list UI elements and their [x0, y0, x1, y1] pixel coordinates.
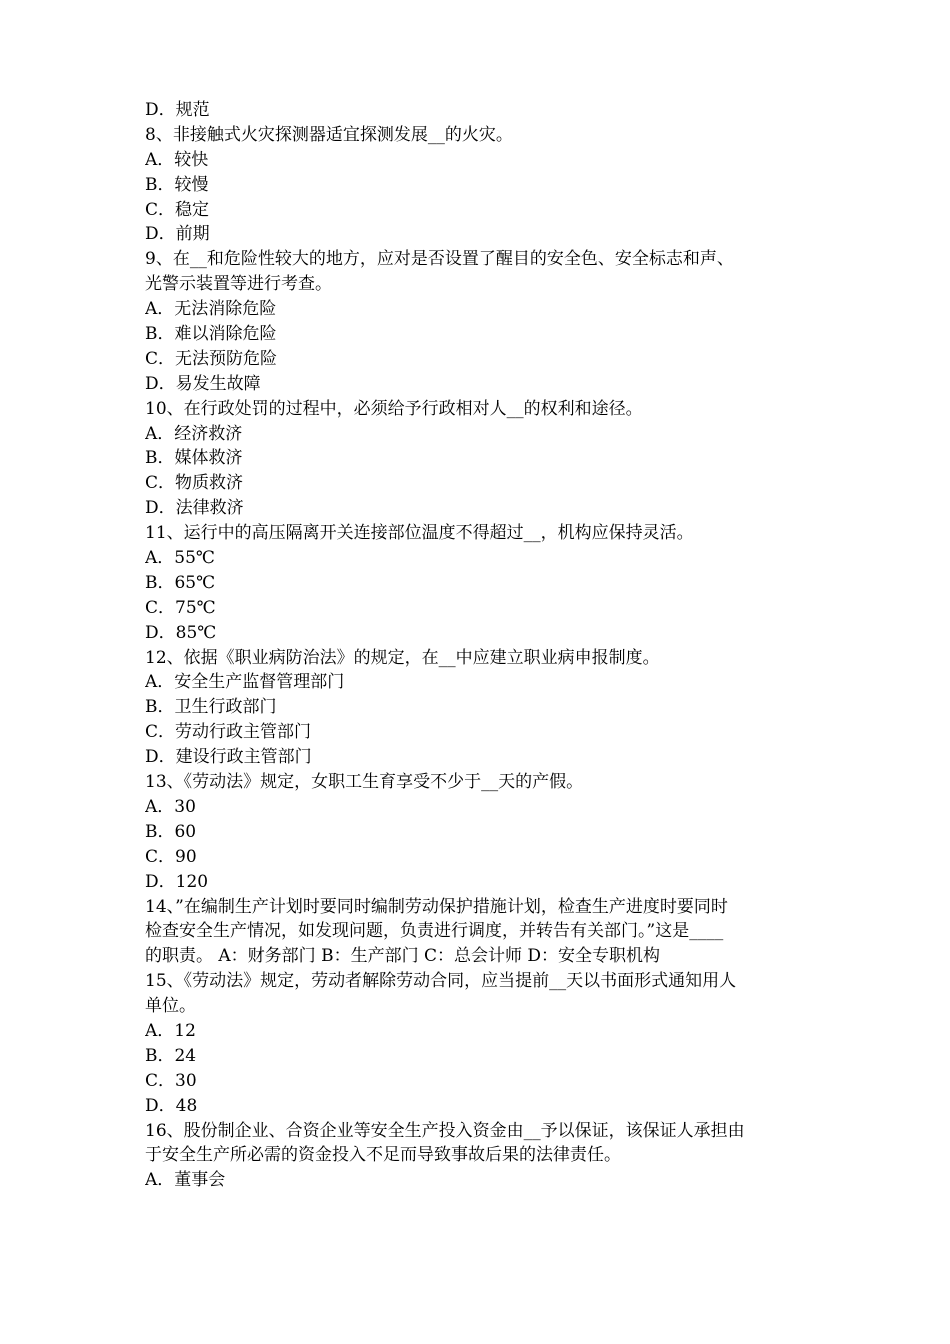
- option-text: C．稳定: [145, 199, 210, 220]
- question-11-text: 11、运行中的高压隔离开关连接部位温度不得超过__，机构应保持灵活。: [145, 523, 694, 544]
- question-9-text-cont: 光警示装置等进行考查。: [145, 274, 332, 295]
- option-text: B．60: [145, 821, 197, 842]
- option-text: B．媒体救济: [145, 448, 243, 469]
- question-16-text: 16、股份制企业、合资企业等安全生产投入资金由__予以保证，该保证人承担由: [145, 1120, 745, 1141]
- question-14-text-cont: 检查安全生产情况，如发现问题，负责进行调度，并转告有关部门。”这是____: [145, 921, 724, 942]
- option-text: A．较快: [145, 149, 209, 170]
- option-text: D．规范: [145, 100, 210, 120]
- option-text: A．55℃: [145, 548, 215, 569]
- option-text: D．法律救济: [145, 498, 244, 519]
- option-text: B．卫生行政部门: [145, 697, 277, 718]
- question-10-text: 10、在行政处罚的过程中，必须给予行政相对人__的权利和途径。: [145, 398, 643, 419]
- question-15-text-cont: 单位。: [145, 996, 196, 1017]
- option-text: A．30: [145, 796, 196, 817]
- document-body: [145, 98, 815, 1193]
- option-text: C．劳动行政主管部门: [145, 722, 312, 743]
- option-text: D．易发生故障: [145, 373, 261, 394]
- option-text: A．董事会: [145, 1170, 226, 1191]
- option-text: C．30: [145, 1070, 197, 1091]
- option-text: C．物质救济: [145, 473, 244, 494]
- option-text: D．120: [145, 871, 209, 892]
- option-text: A．无法消除危险: [145, 299, 277, 320]
- option-text: C．75℃: [145, 597, 216, 618]
- option-text: B．难以消除危险: [145, 324, 277, 345]
- question-15-text: 15、《劳动法》规定，劳动者解除劳动合同，应当提前__天以书面形式通知用人: [145, 971, 737, 992]
- option-text: B．较慢: [145, 174, 209, 195]
- question-13-text: 13、《劳动法》规定，女职工生育享受不少于__天的产假。: [145, 772, 584, 793]
- option-text: B．65℃: [145, 572, 216, 593]
- question-16-text-cont: 于安全生产所必需的资金投入不足而导致事故后果的法律责任。: [145, 1145, 621, 1166]
- question-14-text-options: 的职责。 A：财务部门 B：生产部门 C：总会计师 D：安全专职机构: [145, 946, 661, 967]
- question-12-text: 12、依据《职业病防治法》的规定，在__中应建立职业病申报制度。: [145, 647, 660, 668]
- question-14-text: 14、”在编制生产计划时要同时编制劳动保护措施计划，检查生产进度时要同时: [145, 896, 728, 917]
- option-text: C．无法预防危险: [145, 348, 278, 369]
- question-9-text: 9、在__和危险性较大的地方，应对是否设置了醒目的安全色、安全标志和声、: [145, 249, 734, 270]
- option-text: A．安全生产监督管理部门: [145, 672, 345, 693]
- option-text: B．24: [145, 1045, 197, 1066]
- option-text: A．经济救济: [145, 423, 243, 444]
- option-text: A．12: [145, 1020, 196, 1041]
- option-text: D．前期: [145, 224, 210, 245]
- question-8-text: 8、非接触式火灾探测器适宜探测发展__的火灾。: [145, 124, 513, 145]
- option-text: C．90: [145, 846, 197, 867]
- option-text: D．85℃: [145, 622, 217, 643]
- option-text: D．48: [145, 1095, 198, 1116]
- option-text: D．建设行政主管部门: [145, 747, 312, 768]
